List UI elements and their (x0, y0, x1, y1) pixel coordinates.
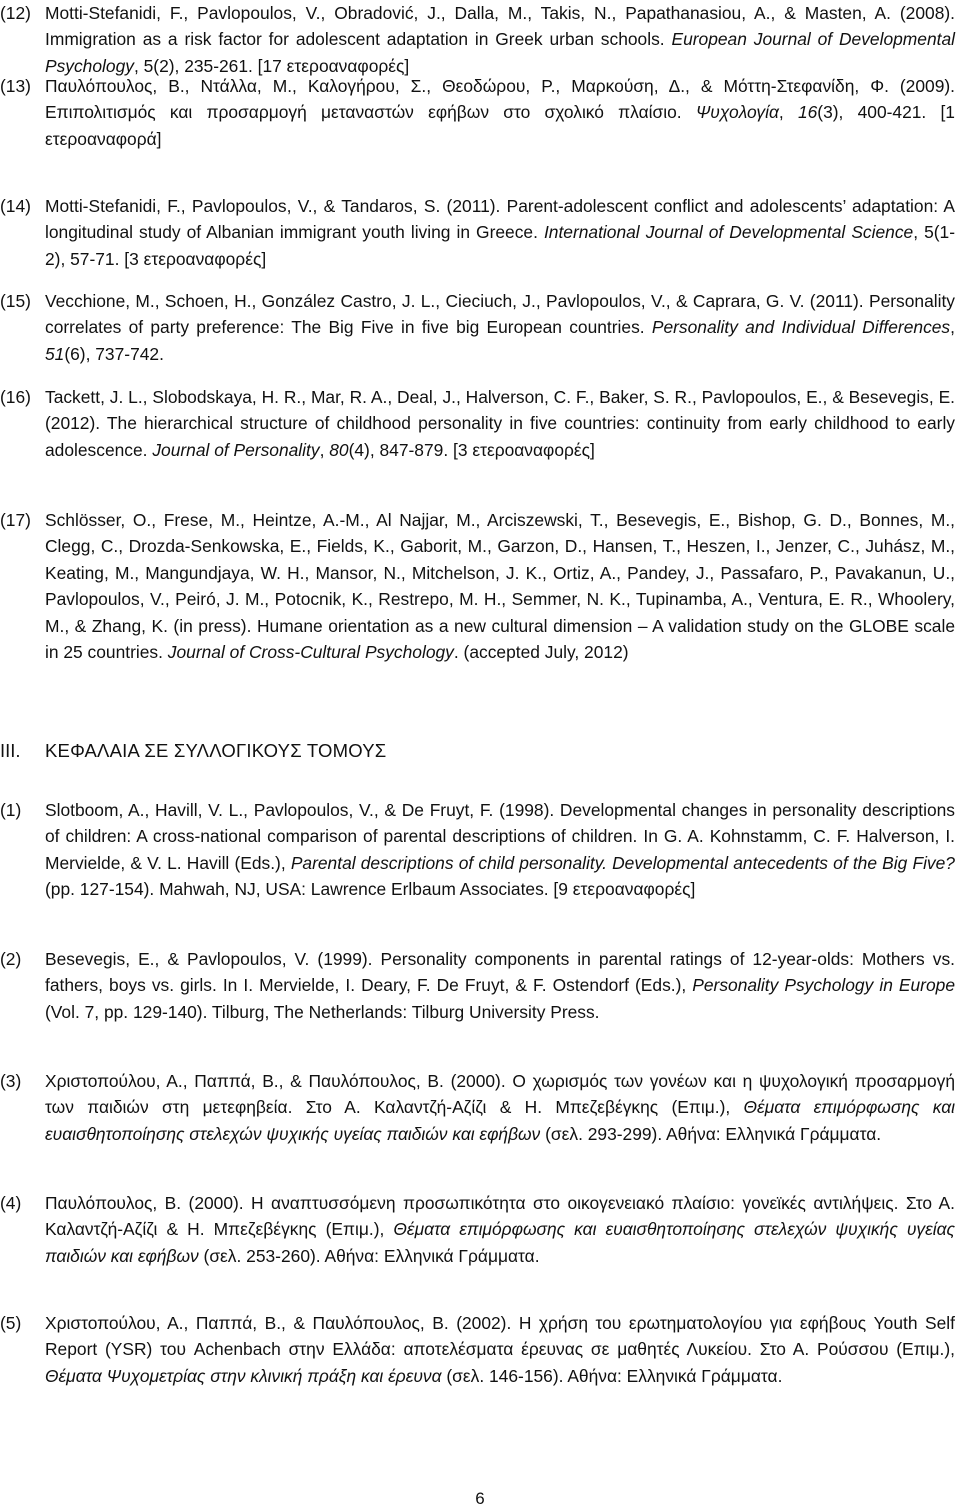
italic-segment: Ψυχολογία (695, 102, 779, 123)
reference-text (45, 288, 955, 367)
text-segment: (3), 400-421. [1 ετεροαναφορά] (45, 102, 955, 149)
text-segment: Χριστοπούλου, Α., Παππά, Β., & Παυλόπουλος, Β. (2000). Ο χωρισμός των γονέων και η ψυχολογική προσαρμογή των παιδιών στη μετεφηβεία. Στο Α. Καλαντζή-Αζίζι & Η. Μπεζεβέγκης (Επιμ.), (45, 1071, 955, 1118)
chapter-text (45, 946, 955, 1025)
italic-segment: Parental descriptions of child personality. Developmental antecedents of the Big Five? (290, 852, 955, 873)
italic-segment: Θέματα επιμόρφωσης και ευαισθητοποίησης στελεχών ψυχικής υγείας παιδιών και εφήβων (45, 1219, 955, 1266)
reference-number: (17) (0, 510, 31, 530)
chapter-4 (0, 1190, 955, 1269)
italic-segment: Journal of Personality (152, 439, 320, 460)
italic-segment: Θέματα Ψυχομετρίας στην κλινική πράξη και έρευνα (45, 1365, 442, 1386)
italic-segment: 51 (45, 343, 65, 364)
reference-text (45, 384, 955, 463)
chapter-text (45, 1068, 955, 1147)
italic-segment: Personality and Individual Differences (651, 317, 951, 338)
reference-14 (0, 193, 955, 272)
text-segment: (4), 847-879. [3 ετεροαναφορές] (348, 439, 595, 460)
text-segment: Tackett, J. L., Slobodskaya, H. R., Mar, R. A., Deal, J., Halverson, C. F., Baker, S. R., Pavlopoulos, E., & Besevegis, E. (2012). The hierarchical structure of childhood personality in five countries: continuity from early childhood to early adolescence. (45, 387, 955, 460)
chapter-number: (3) (0, 1071, 22, 1091)
text-segment: , (319, 439, 330, 460)
chapter-3 (0, 1068, 955, 1147)
reference-number: (14) (0, 196, 31, 216)
text-segment: Schlösser, O., Frese, M., Heintze, A.-M., Al Najjar, M., Arciszewski, T., Besevegis, E., Bishop, G. D., Bonnes, M., Clegg, C., Drozda-Senkowska, E., Fields, K., Gaborit, M., Garzon, D., Hansen, T., Heszen, I., Jenzer, C., Juhász, M., Keating, M., Mangundjaya, W. H., Mansor, N., Mitchelson, J. K., Ortiz, A., Pandey, J., Passafaro, P., Pavakanun, U., Pavlopoulos, V., Peiró, J. M., Potocnik, K., Restrepo, M. H., Semmer, N. K., Tupinamba, A., Ventura, E. R., Whoolery, M., & Zhang, K. (in press). Humane orientation as a new cultural dimension – A validation study on the GLOBE scale in 25 countries. (45, 510, 955, 663)
text-segment: Παυλόπουλος, Β. (2000). Η αναπτυσσόμενη προσωπικότητα στο οικογενειακό πλαίσιο: γονεϊκές αντιλήψεις. Στο Α. Καλαντζή-Αζίζι & Η. Μπεζεβέγκης (Επιμ.), (45, 1193, 955, 1240)
text-segment: , (778, 102, 798, 123)
reference-16 (0, 384, 955, 463)
text-segment: . (accepted July, 2012) (453, 642, 629, 663)
italic-segment: 80 (329, 439, 349, 460)
text-segment: Motti-Stefanidi, F., Pavlopoulos, V., & Tandaros, S. (2011). Parent-adolescent conflict and adolescents’ adaptation: A longitudinal study of Albanian immigrant youth living in Greece. (45, 196, 955, 243)
italic-segment: International Journal of Developmental Science (543, 222, 914, 243)
chapter-2 (0, 946, 955, 1025)
italic-segment: Θέματα επιμόρφωσης και ευαισθητοποίησης στελεχών ψυχικής υγείας παιδιών και εφήβων (45, 1097, 955, 1144)
section-number: III. (0, 740, 21, 761)
chapter-number: (2) (0, 949, 22, 969)
text-segment: (6), 737-742. (64, 343, 164, 364)
italic-segment: Personality Psychology in Europe (692, 975, 955, 996)
text-segment: (Vol. 7, pp. 129-140). Tilburg, The Netherlands: Tilburg University Press. (45, 1001, 600, 1022)
italic-segment: Journal of Cross-Cultural Psychology (167, 642, 454, 663)
text-segment: (σελ. 293-299). Αθήνα: Ελληνικά Γράμματα. (540, 1123, 882, 1144)
italic-segment: European Journal of Developmental Psychology (45, 29, 955, 76)
reference-number: (13) (0, 76, 31, 96)
text-segment: , 5(1-2), 57-71. [3 ετεροαναφορές] (45, 222, 955, 269)
reference-12 (0, 0, 955, 79)
text-segment: Besevegis, E., & Pavlopoulos, V. (1999). Personality components in parental ratings of 12-year-olds: Mothers vs. fathers, boys vs. girls. In I. Mervielde, I. Deary, F. De Fruyt, & F. Ostendorf (Eds.), (45, 949, 955, 996)
reference-number: (16) (0, 387, 31, 407)
reference-13 (0, 73, 955, 152)
chapter-text (45, 1190, 955, 1269)
text-segment: (σελ. 253-260). Αθήνα: Ελληνικά Γράμματα. (198, 1245, 540, 1266)
reference-15 (0, 288, 955, 367)
text-segment: Vecchione, M., Schoen, H., González Castro, J. L., Cieciuch, J., Pavlopoulos, V., & Caprara, G. V. (2011). Personality correlates of party preference: The Big Five in five big European countries. (45, 291, 955, 338)
chapter-5 (0, 1310, 955, 1389)
reference-number: (15) (0, 291, 31, 311)
chapter-text (45, 1310, 955, 1389)
reference-17 (0, 507, 955, 665)
page-number: 6 (475, 1489, 485, 1508)
section-title: ΚΕΦΑΛΑΙΑ ΣΕ ΣΥΛΛΟΓΙΚΟΥΣ ΤΟΜΟΥΣ (45, 740, 387, 761)
text-segment: , (950, 317, 955, 338)
chapter-1 (0, 797, 955, 903)
text-segment: Παυλόπουλος, Β., Ντάλλα, Μ., Καλογήρου, Σ., Θεοδώρου, Ρ., Μαρκούση, Δ., & Μόττη-Στεφανίδη, Φ. (2009). Επιπολιτισμός και προσαρμογή μεταναστών εφήβων στο σχολικό πλαίσιο. (45, 76, 955, 123)
text-segment: Slotboom, A., Havill, V. L., Pavlopoulos, V., & De Fruyt, F. (1998). Developmental changes in personality descriptions of children: A cross-national comparison of parental descriptions of children. In G. A. Kohnstamm, C. F. Halverson, I. Mervielde, & V. L. Havill (Eds.), (45, 800, 955, 873)
chapter-number: (5) (0, 1313, 22, 1333)
text-segment: Χριστοπούλου, Α., Παππά, Β., & Παυλόπουλος, Β. (2002). Η χρήση του ερωτηματολογίου για εφήβους Youth Self Report (YSR) του Achenbach στην Ελλάδα: αποτελέσματα έρευνας σε μαθητές Λυκείου. Στο Α. Ρούσσου (Επιμ.), (45, 1313, 955, 1360)
chapter-number: (4) (0, 1193, 22, 1213)
text-segment: Motti-Stefanidi, F., Pavlopoulos, V., Obradović, J., Dalla, M., Takis, N., Papathanasiou, A., & Masten, A. (2008). Immigration as a risk factor for adolescent adaptation in Greek urban schools. (45, 3, 955, 50)
reference-text (45, 193, 955, 272)
reference-text (45, 73, 955, 152)
italic-segment: 16 (797, 102, 818, 123)
text-segment: (σελ. 146-156). Αθήνα: Ελληνικά Γράμματα. (441, 1365, 783, 1386)
reference-text (45, 507, 955, 665)
text-segment: (pp. 127-154). Mahwah, NJ, USA: Lawrence Erlbaum Associates. [9 ετεροαναφορές] (45, 879, 696, 900)
reference-text (45, 0, 955, 79)
text-segment: , 5(2), 235-261. [17 ετεροαναφορές] (133, 55, 410, 76)
section-heading (0, 738, 955, 764)
reference-number: (12) (0, 3, 31, 23)
chapter-text (45, 797, 955, 903)
chapter-number: (1) (0, 800, 22, 820)
